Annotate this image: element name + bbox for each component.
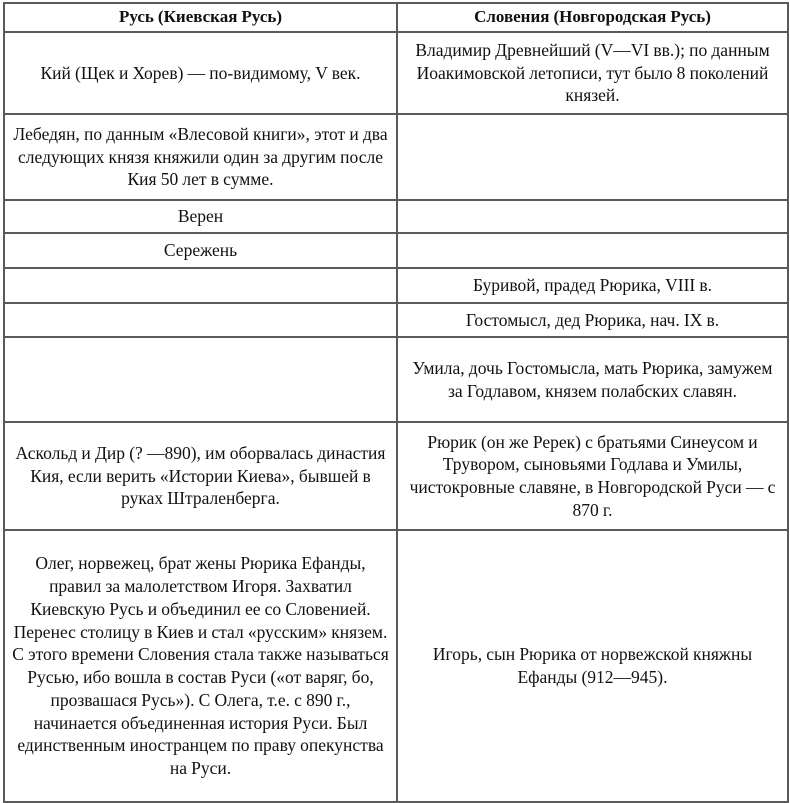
table-cell-right: [397, 337, 788, 422]
cell-text: Кий (Щек и Хорев) — по-видимому, V век.: [40, 62, 361, 83]
table-header-row: [4, 3, 788, 32]
table-cell-empty: [4, 337, 397, 422]
cell-text: Гостомысл, дед Рюрика, нач. IX в.: [465, 309, 720, 330]
table-row: [4, 422, 788, 530]
cell-text: Лебедян, по данным «Влесовой книги», этот и два следующих князя княжили один за другим после Кия 50 лет в сумме.: [13, 123, 388, 190]
cell-text: Олег, норвежец, брат жены Рюрика Ефанды, правил за малолетством Игоря. Захватил Киевскую Русь и объединил ее со Словенией. Перенес столицу в Киев и стал «русским» князем. С этого времени Словения стала также называться Русью, ибо вошла в состав Руси («от варяг, бо, прозвашася Русь»). С Олега, т.е. с 890 г., начинается объединенная история Руси. Был единственным иностранцем по праву опекунства на Руси.: [12, 553, 389, 779]
table-cell-right: [397, 32, 788, 114]
table-cell-right: [397, 530, 788, 802]
table-cell-left: [4, 233, 397, 268]
table-cell-empty: [397, 200, 788, 233]
table-cell-left: [4, 422, 397, 530]
table-body: [4, 32, 788, 802]
table-cell-left: [4, 200, 397, 233]
table-row: [4, 303, 788, 337]
cell-text: Аскольд и Дир (? —890), им оборвалась династия Кия, если верить «Истории Киева», бывшей в руках Штраленберга.: [15, 442, 386, 509]
cell-text: Умила, дочь Гостомысла, мать Рюрика, замужем за Годлавом, князем полабских славян.: [412, 357, 773, 401]
table-row: [4, 32, 788, 114]
cell-text: Игорь, сын Рюрика от норвежской княжны Ефанды (912—945).: [432, 644, 753, 688]
cell-text: Сережень: [163, 240, 238, 261]
table-row: [4, 530, 788, 802]
table-cell-left: [4, 114, 397, 200]
column-header-sloveniya: Словения (Новгородская Русь): [397, 3, 788, 32]
table-row: [4, 114, 788, 200]
cell-text: Рюрик (он же Ререк) с братьями Синеусом и Трувором, сыновьями Годлава и Умилы, чистокровные славяне, в Новгородской Руси — с 870 г.: [409, 431, 776, 520]
table-row: [4, 200, 788, 233]
table-cell-right: [397, 303, 788, 337]
cell-text: Владимир Древнейший (V—VI вв.); по данным Иоакимовской летописи, тут было 8 поколений князей.: [415, 39, 770, 106]
table-cell-right: [397, 268, 788, 303]
table-cell-left: [4, 530, 397, 802]
table-row: [4, 268, 788, 303]
table-cell-empty: [4, 303, 397, 337]
table-header: [4, 3, 788, 32]
table-row: [4, 233, 788, 268]
column-header-rus: Русь (Киевская Русь): [4, 3, 397, 32]
cell-text: Верен: [177, 206, 224, 227]
table-cell-empty: [4, 268, 397, 303]
genealogy-comparison-table: [3, 2, 789, 803]
table-row: [4, 337, 788, 422]
table-cell-empty: [397, 233, 788, 268]
table-cell-empty: [397, 114, 788, 200]
cell-text: Буривой, прадед Рюрика, VIII в.: [472, 275, 713, 296]
table-cell-right: [397, 422, 788, 530]
table-cell-left: [4, 32, 397, 114]
